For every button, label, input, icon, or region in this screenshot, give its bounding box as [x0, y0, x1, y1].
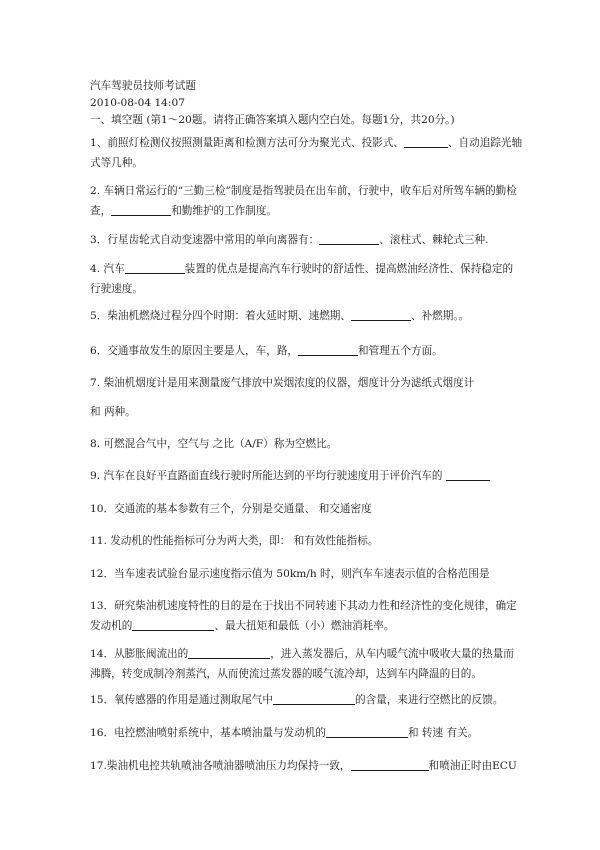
question-17-text: 17.柴油机电控共轨喷油各喷油器喷油压力均保持一致， [90, 760, 351, 772]
question-16-text-cont: 和 转速 有关。 [407, 727, 479, 739]
question-13-text-end: 、最大扭矩和最低（小）燃油消耗率。 [214, 620, 395, 632]
question-1 [90, 133, 523, 173]
question-17-text-cont: 和喷油正时由ECU [428, 760, 517, 772]
question-5-text: 5．柴油机燃烧过程分四个时期：着火延时期、速燃期、 [90, 310, 351, 322]
question-7-cont [90, 402, 518, 422]
question-11 [90, 531, 518, 551]
question-15-text: 15．氧传感器的作用是通过测取尾气中 [90, 694, 273, 706]
question-4 [90, 259, 518, 299]
question-14 [90, 644, 518, 684]
question-9 [90, 466, 518, 486]
question-16 [90, 723, 518, 743]
question-11-text: 11. 发动机的性能指标可分为两大类，即： 和有效性能指标。 [90, 535, 379, 547]
question-10-text: 10．交通流的基本参数有三个，分别是交通量、 和交通密度 [90, 503, 372, 515]
question-13 [90, 596, 518, 636]
question-17 [90, 756, 518, 776]
question-12-text: 12．当车速表试验台显示速度指示值为 50km/h 时，则汽车车速表示值的合格范围是 [90, 568, 490, 580]
answer-blank [111, 203, 171, 216]
question-13-text-cont: 发动机的 [90, 620, 133, 632]
section-heading: 一、填空题 (第1～20题。请将正确答案填入题内空白处。每题1分，共20分。) [90, 114, 455, 126]
answer-blank [351, 758, 429, 771]
question-5 [90, 306, 518, 326]
answer-blank [446, 468, 490, 481]
question-4-text: 4. 汽车 [90, 263, 125, 275]
question-16-text: 16．电控燃油喷射系统中，基本喷油量与发动机的 [90, 727, 326, 739]
answer-blank [351, 308, 411, 321]
question-4-text-cont: 装置的优点是提高汽车行驶时的舒适性、提高燃油经济性、保持稳定的 [184, 263, 514, 275]
question-3-text: 3．行星齿轮式自动变速器中常用的单向离器有： [90, 234, 320, 246]
question-10 [90, 499, 518, 519]
question-12 [90, 564, 518, 584]
question-15 [90, 690, 518, 710]
document-header [90, 78, 520, 129]
question-14-text: 14．从膨胀阀流出的 [90, 648, 189, 660]
question-4-text-end: 行驶速度。 [90, 283, 143, 295]
question-15-text-cont: 的含量，来进行空燃比的反馈。 [354, 694, 504, 706]
answer-blank [132, 618, 214, 631]
question-7 [90, 373, 518, 393]
question-8-text: 8. 可燃混合气中，空气与 之比（A/F）称为空燃比。 [90, 438, 338, 450]
question-14-text-cont: ，进入蒸发器后，从车内暖气流中吸收大量的热量而 [270, 648, 514, 660]
question-7-text-cont: 和 两种。 [90, 406, 136, 418]
question-9-text: 9. 汽车在良好平直路面直线行驶时所能达到的平均行驶速度用于评价汽车的 [90, 470, 443, 482]
question-1-text-cont: 、自动追踪光轴 [447, 137, 523, 149]
question-1-text: 1、前照灯检测仪按照测量距离和检测方法可分为聚光式、投影式、 [90, 137, 404, 149]
question-2-text: 2. 车辆日常运行的“三勤三检”制度是指驾驶员在出车前，行驶中，收车后对所驾车辆的勤检 [90, 185, 517, 197]
question-6-text: 6．交通事故发生的原因主要是人，车，路， [90, 345, 299, 357]
question-2-text-end: 和勤维护的工作制度。 [171, 205, 278, 217]
question-5-text-cont: 、补燃期。。 [411, 310, 470, 322]
timestamp: 2010-08-04 14:07 [90, 97, 185, 109]
answer-blank [273, 692, 355, 705]
question-2-text-cont: 查， [90, 205, 112, 217]
answer-blank [319, 232, 379, 245]
document-title: 汽车驾驶员技师考试题 [90, 80, 196, 92]
question-3 [90, 230, 518, 250]
question-8 [90, 434, 518, 454]
question-7-text: 7. 柴油机烟度计是用来测量废气排放中炭烟浓度的仪器，烟度计分为滤纸式烟度计 [90, 377, 475, 389]
answer-blank [298, 343, 358, 356]
question-6 [90, 341, 518, 361]
question-1-text-end: 式等几种。 [90, 157, 143, 169]
answer-blank [188, 646, 270, 659]
answer-blank [404, 135, 448, 148]
question-13-text: 13．研究柴油机速度特性的目的是在于找出不同转速下其动力性和经济性的变化规律，确定 [90, 600, 517, 612]
question-3-text-cont: 、滚柱式、棘轮式三种. [379, 234, 489, 246]
question-6-text-cont: 和管理五个方面。 [358, 345, 443, 357]
answer-blank [326, 725, 408, 738]
answer-blank [125, 261, 185, 274]
question-14-text-end: 沸腾，转变成制冷剂蒸汽，从而使流过蒸发器的暖气流冷却，达到车内降温的目的。 [90, 668, 482, 680]
question-2 [90, 181, 518, 221]
